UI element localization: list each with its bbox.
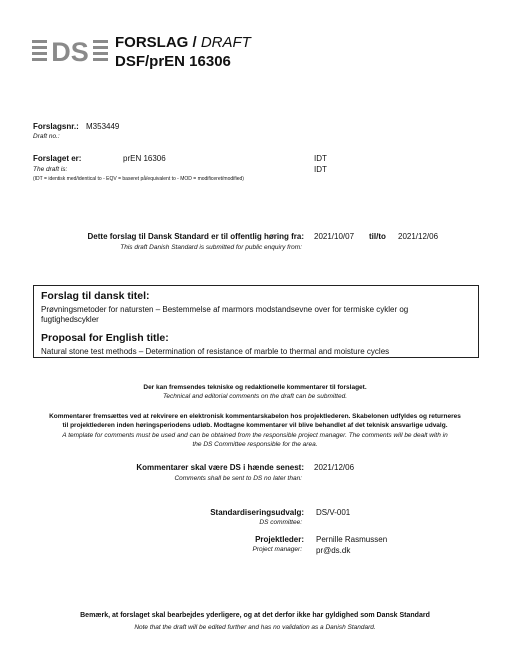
forslaget-legend: (IDT = identisk med/identical to - EQV = baseret på/equivalent to - MOD = modificeret/modified) bbox=[33, 176, 244, 182]
committee-value: DS/V-001 bbox=[316, 508, 351, 517]
committee-label: Standardiseringsudvalg: bbox=[210, 508, 304, 517]
forslagsnr-value: M353449 bbox=[86, 122, 120, 131]
comments-line2: Kommentarer fremsættes ved at rekvirere en elektronisk kommentarskabelon hos projektlederen. Skabelonen udfyldes og returneres bbox=[49, 413, 461, 420]
hearing-label: Dette forslag til Dansk Standard er til offentlig høring fra: bbox=[87, 232, 304, 241]
deadline-value: 2021/12/06 bbox=[314, 463, 355, 472]
hearing-to: 2021/12/06 bbox=[398, 232, 439, 241]
committee-sub: DS committee: bbox=[259, 519, 302, 526]
comments-line1: Der kan fremsendes tekniske og redaktionelle kommentarer til forslaget. bbox=[143, 384, 367, 391]
da-title-heading: Forslag til dansk titel: bbox=[41, 290, 150, 302]
manager-sub: Project manager: bbox=[252, 546, 302, 553]
forslaget-label: Forslaget er: bbox=[33, 154, 82, 163]
deadline-label: Kommentarer skal være DS i hænde senest: bbox=[136, 463, 304, 472]
deadline-sub: Comments shall be sent to DS no later than: bbox=[174, 475, 302, 482]
forslagsnr-sub: Draft no.: bbox=[33, 133, 60, 140]
manager-label: Projektleder: bbox=[255, 535, 304, 544]
comments-line1-en: Technical and editorial comments on the draft can be submitted. bbox=[162, 393, 348, 400]
forslagsnr-label: Forslagsnr.: bbox=[33, 122, 79, 131]
footer-note: Bemærk, at forslaget skal bearbejdes yderligere, og at det derfor ikke har gyldighed som Dansk Standard bbox=[80, 612, 430, 619]
forslaget-value: prEN 16306 bbox=[123, 154, 166, 163]
comments-line5: the DS Committee responsible for the area. bbox=[192, 441, 318, 448]
en-title-text: Natural stone test methods – Determination of resistance of marble to thermal and moisture cycles bbox=[41, 347, 390, 356]
comments-line3: til projektlederen inden høringsperiodens udløb. Modtagne kommentarer vil blive behandlet af det teknisk ansvarlige udvalg. bbox=[62, 422, 448, 429]
header-title: FORSLAG / bbox=[115, 34, 197, 51]
forslaget-code: IDT bbox=[314, 154, 327, 163]
forslaget-code-en: IDT bbox=[314, 165, 327, 174]
en-title-heading: Proposal for English title: bbox=[41, 332, 169, 344]
manager-name: Pernille Rasmussen bbox=[316, 535, 388, 544]
footer-note-en: Note that the draft will be edited further and has no validation as a Danish Standard. bbox=[134, 624, 376, 631]
da-title-text: Prøvningsmetoder for natursten – Bestemmelse af marmors modstandsevne over for termiske cykler og fugtighedscykler bbox=[41, 305, 409, 324]
ds-logo bbox=[32, 36, 108, 64]
manager-email: pr@ds.dk bbox=[316, 546, 351, 555]
forslaget-sub: The draft is: bbox=[33, 166, 68, 173]
title-box bbox=[33, 285, 479, 358]
hearing-from: 2021/10/07 bbox=[314, 232, 355, 241]
logo-text: DS bbox=[51, 37, 89, 64]
draft-header bbox=[115, 34, 251, 51]
comments-line4: A template for comments must be used and can be obtained from the responsible project manager. The comments will be dealt with in bbox=[62, 432, 448, 439]
hearing-til: til/to bbox=[369, 232, 386, 241]
hearing-sub: This draft Danish Standard is submitted for public enquiry from: bbox=[120, 244, 302, 251]
header-title-en: DRAFT bbox=[196, 34, 251, 51]
doc-id: DSF/prEN 16306 bbox=[115, 53, 231, 70]
